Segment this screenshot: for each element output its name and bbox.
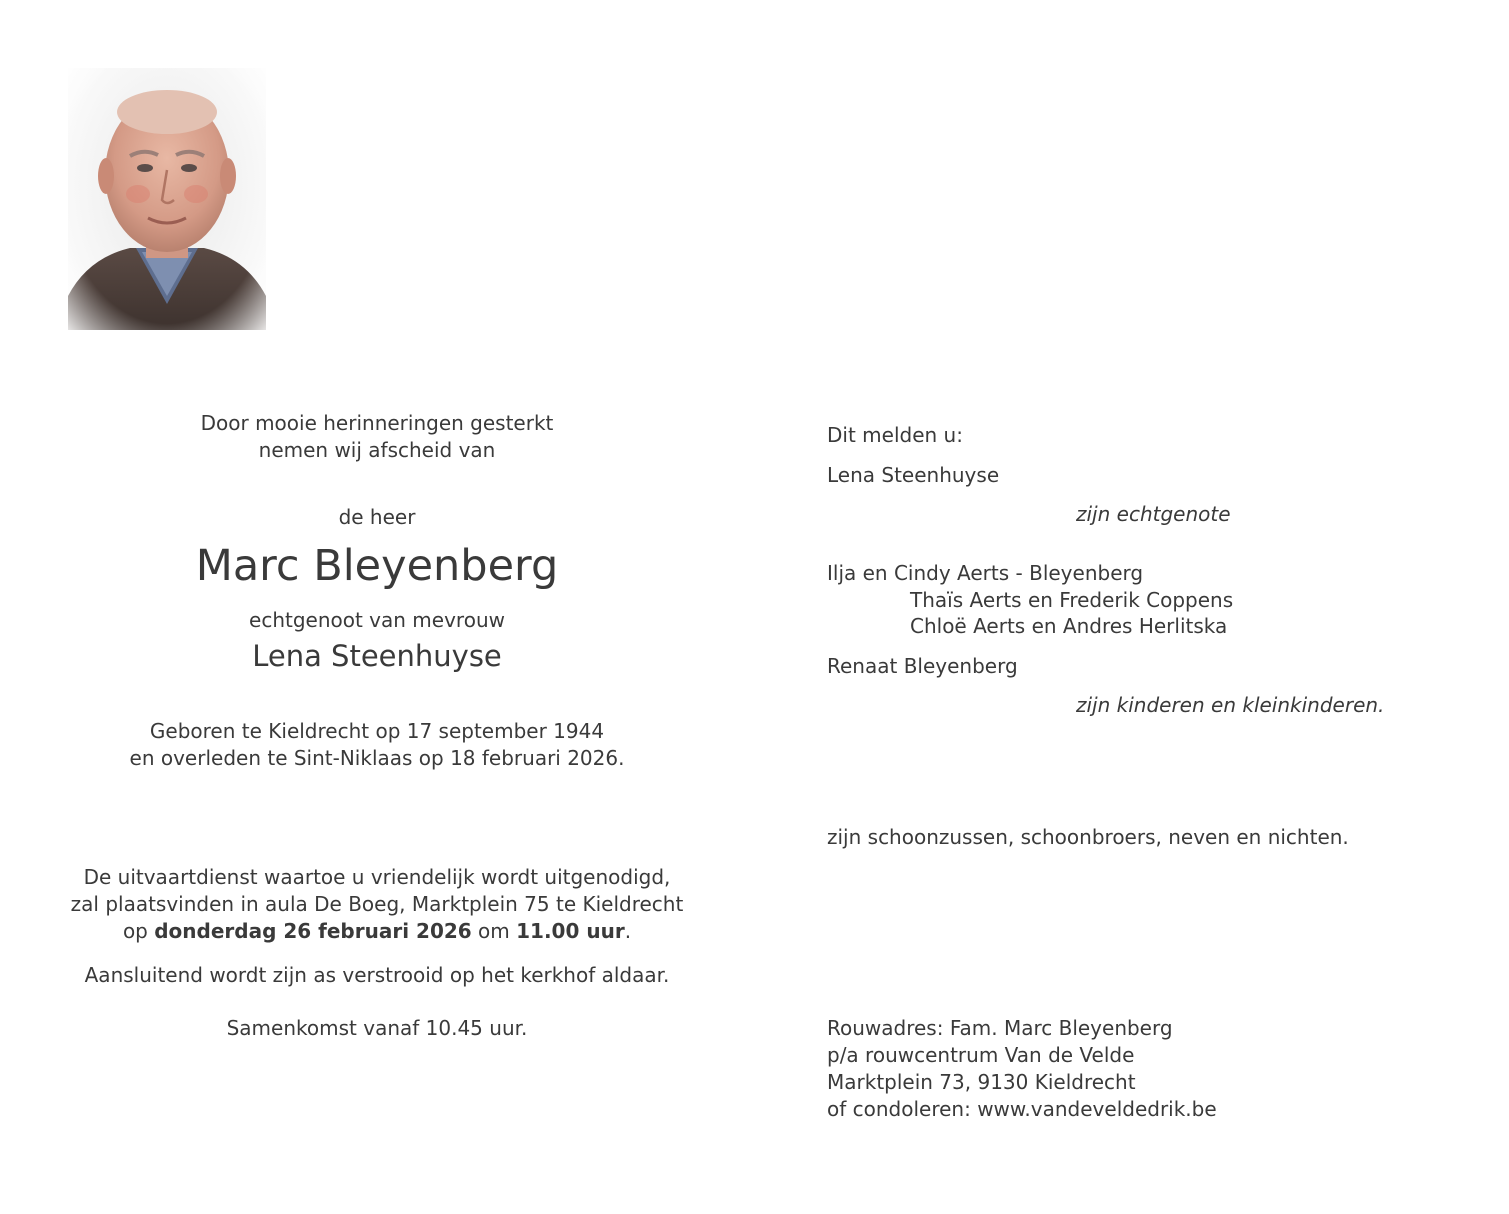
address-line-3: Marktplein 73, 9130 Kieldrecht — [827, 1070, 1136, 1094]
intro-block — [30, 410, 724, 464]
service-line-3-end: . — [624, 919, 632, 943]
address-line-4: of condoleren: www.vandeveldedrik.be — [827, 1097, 1217, 1121]
spouse-name: Lena Steenhuyse — [252, 639, 502, 673]
family-child-1: Ilja en Cindy Aerts - Bleyenberg — [827, 561, 1144, 585]
service-line-3-mid: om — [471, 919, 517, 943]
service-block — [30, 864, 724, 945]
service-line-1: De uitvaartdienst waartoe u vriendelijk wordt uitgenodigd, — [83, 865, 671, 889]
service-time: 11.00 uur — [516, 919, 625, 943]
deceased-name: Marc Bleyenberg — [195, 541, 559, 591]
death-line: en overleden te Sint-Niklaas op 18 februari 2026. — [129, 746, 625, 770]
birth-line: Geboren te Kieldrecht op 17 september 1944 — [149, 719, 605, 743]
spouse-role: zijn echtgenote — [1076, 502, 1231, 526]
service-line-3-pre: op — [122, 919, 155, 943]
family-header: Dit melden u: — [827, 423, 963, 447]
address-line-2: p/a rouwcentrum Van de Velde — [827, 1043, 1135, 1067]
address-line-1: Rouwadres: Fam. Marc Bleyenberg — [827, 1016, 1173, 1040]
service-date: donderdag 26 februari 2026 — [154, 919, 472, 943]
family-grandchild-1: Thaïs Aerts en Frederik Coppens — [910, 588, 1234, 612]
extended-family: zijn schoonzussen, schoonbroers, neven en nichten. — [827, 825, 1349, 849]
service-line-2: zal plaatsvinden in aula De Boeg, Marktplein 75 te Kieldrecht — [70, 892, 684, 916]
children-role: zijn kinderen en kleinkinderen. — [1076, 693, 1385, 717]
gathering-text: Samenkomst vanaf 10.45 uur. — [226, 1016, 528, 1040]
ashes-text: Aansluitend wordt zijn as verstrooid op het kerkhof aldaar. — [84, 963, 670, 987]
family-child-2: Renaat Bleyenberg — [827, 654, 1018, 678]
service-line-3 — [30, 918, 724, 945]
family-spouse: Lena Steenhuyse — [827, 463, 1000, 487]
mourning-address — [827, 1015, 1217, 1123]
deceased-title: de heer — [338, 505, 416, 529]
dates-block — [30, 718, 724, 772]
intro-line-2: nemen wij afscheid van — [258, 438, 496, 462]
portrait-photo — [68, 68, 266, 330]
relation-text: echtgenoot van mevrouw — [249, 608, 505, 632]
family-grandchild-2: Chloë Aerts en Andres Herlitska — [910, 614, 1228, 638]
intro-line-1: Door mooie herinneringen gesterkt — [200, 411, 554, 435]
